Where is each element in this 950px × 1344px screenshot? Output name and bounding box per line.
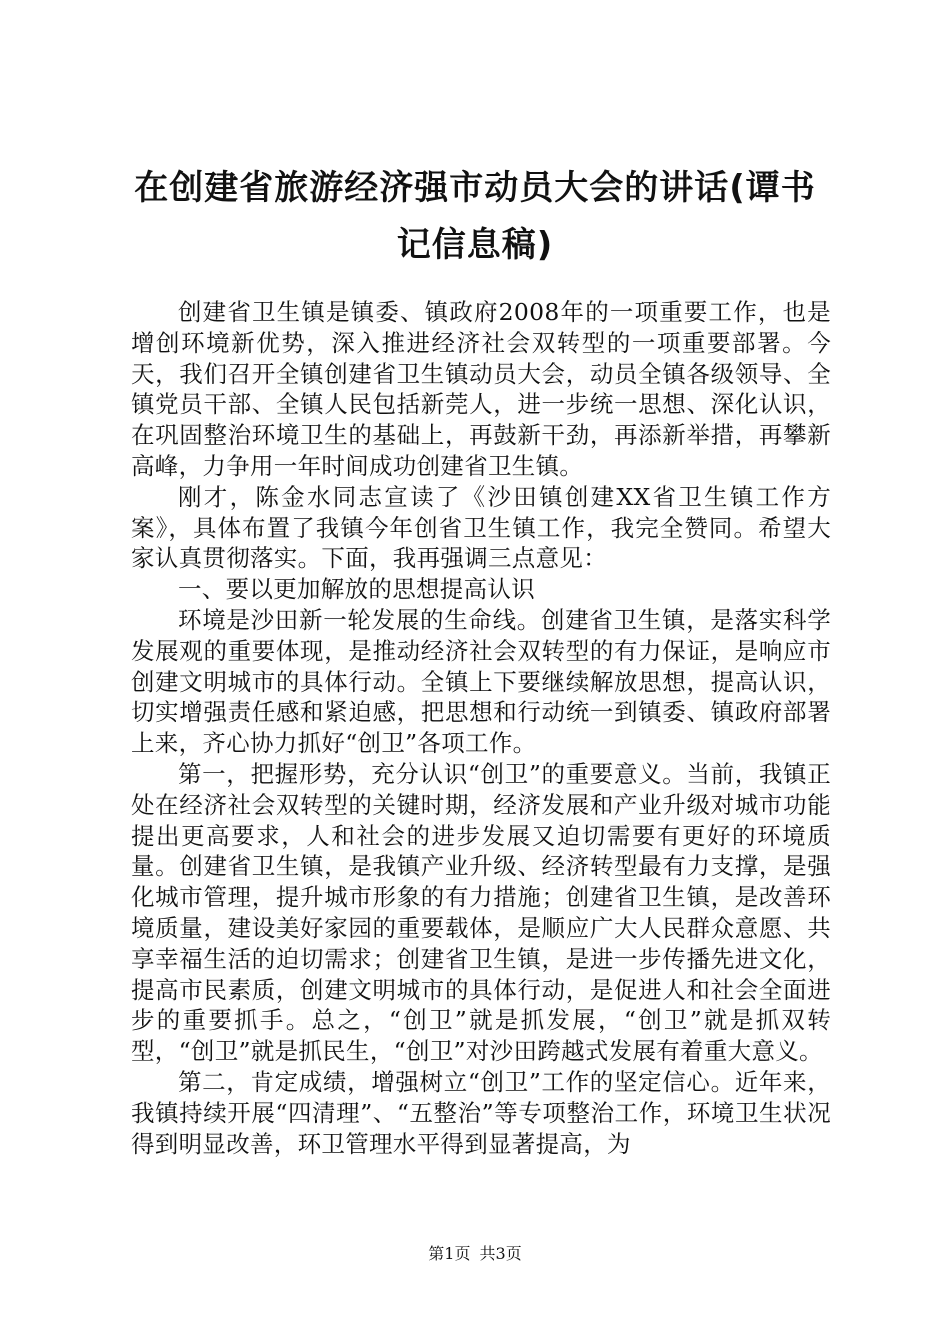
page-total: 共3页 [479, 1244, 522, 1263]
page-footer [0, 1244, 950, 1264]
paragraph-first-point: 第一，把握形势，充分认识“创卫”的重要意义。当前，我镇正处在经济社会双转型的关键时期，经济发展和产业升级对城市功能提出更高要求，人和社会的进步发展又迫切需要有更好的环境质量。创建省卫生镇，是我镇产业升级、经济转型最有力支撑，是强化城市管理，提升城市形象的有力措施；创建省卫生镇，是改善环境质量，建设美好家园的重要载体，是顺应广大人民群众意愿、共享幸福生活的迫切需求；创建省卫生镇，是进一步传播先进文化，提高市民素质，创建文明城市的具体行动，是促进人和社会全面进步的重要抓手。总之，“创卫”就是抓发展，“创卫”就是抓双转型，“创卫”就是抓民生，“创卫”对沙田跨越式发展有着重大意义。 [131, 759, 831, 1066]
document-title: 在创建省旅游经济强市动员大会的讲话(谭书记信息稿) [134, 168, 816, 265]
paragraph-intro: 创建省卫生镇是镇委、镇政府2008年的一项重要工作，也是增创环境新优势，深入推进经济社会双转型的一项重要部署。今天，我们召开全镇创建省卫生镇动员大会，动员全镇各级领导、全镇党员干部、全镇人民包括新莞人，进一步统一思想、深化认识，在巩固整治环境卫生的基础上，再鼓新干劲，再添新举措，再攀新高峰，力争用一年时间成功创建省卫生镇。 [131, 298, 831, 480]
paragraph-second-point: 第二，肯定成绩，增强树立“创卫”工作的坚定信心。近年来，我镇持续开展“四清理”、“五整治”等专项整治工作，环境卫生状况得到明显改善，环卫管理水平得到显著提高，为 [131, 1067, 831, 1158]
paragraph-environment: 环境是沙田新一轮发展的生命线。创建省卫生镇，是落实科学发展观的重要体现，是推动经济社会双转型的有力保证，是响应市创建文明城市的具体行动。全镇上下要继续解放思想，提高认识，切实增强责任感和紧迫感，把思想和行动统一到镇委、镇政府部署上来，齐心协力抓好“创卫”各项工作。 [131, 605, 831, 758]
document-body [131, 297, 831, 1159]
page-number: 第1页 [428, 1244, 471, 1263]
paragraph-plan: 刚才，陈金水同志宣读了《沙田镇创建XX省卫生镇工作方案》，具体布置了我镇今年创省卫生镇工作，我完全赞同。希望大家认真贯彻落实。下面，我再强调三点意见： [131, 482, 831, 573]
section-heading-1: 一、要以更加解放的思想提高认识 [178, 575, 535, 604]
